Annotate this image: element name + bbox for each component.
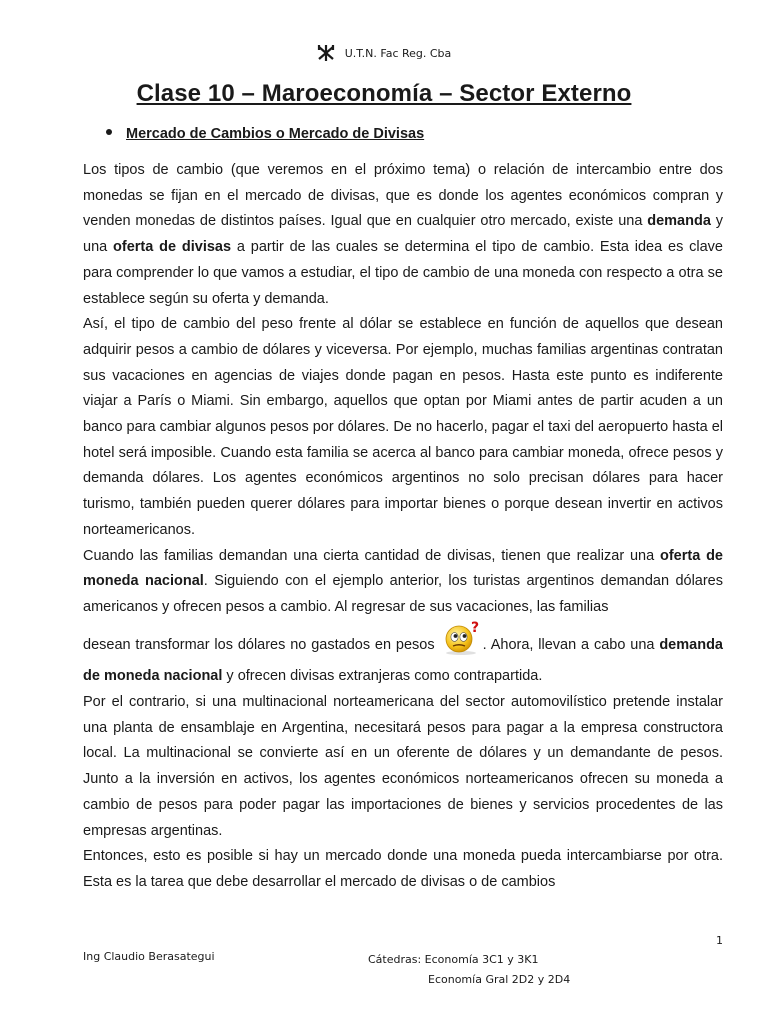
text-run: y una: [83, 213, 723, 256]
text-run: Los tipos de cambio (que veremos en el próximo tema) o relación de intercambio entre dos monedas se fijan en el mercado de divisas, que es donde los agentes económicos compran y venden monedas de distintos países. Igual que en cualquier otro mercado, existe una: [83, 162, 723, 230]
institution-name: U.T.N. Fac Reg. Cba: [344, 46, 452, 60]
paragraph: Por el contrario, si una multinacional norteamericana del sector automovilístico pretende instalar una planta de ensamblaje en Argentina, necesitará pesos para pagar a la empresa constructora local. La multinacional se convierte así en un oferente de dólares y un demandante de pesos. Junto a la inversión en activos, los agentes económicos norteamericanos ofrecen su moneda a cambio de pesos para poder pagar las importaciones de bienes y servicios procedentes de las empresas argentinas.: [83, 694, 723, 839]
paragraph: [83, 544, 723, 621]
text-run: desean transformar los dólares no gastados en pesos: [83, 636, 435, 653]
section-heading: Mercado de Cambios o Mercado de Divisas: [126, 126, 425, 142]
bold-term: demanda: [647, 213, 711, 230]
text-run: y ofrecen divisas extranjeras como contrapartida.: [222, 668, 543, 685]
bullet-icon: [106, 129, 112, 135]
text-run: Cuando las familias demandan una cierta cantidad de divisas, tienen que realizar una: [83, 547, 660, 564]
footer-author: Ing Claudio Berasategui: [83, 950, 215, 963]
paragraph: Así, el tipo de cambio del peso frente al dólar se establece en función de aquellos que desean adquirir pesos a cambio de dólares y viceversa. Por ejemplo, muchas familias argentinas contratan sus vacaciones en agencias de viajes donde pagan en pesos. Hasta este punto es indiferente viajar a París o Miami. Sin embargo, aquellos que optan por Miami antes de partir acuden a un banco para cambiar algunos pesos por dólares. De no hacerlo, pagar el taxi del aeropuerto hasta el hotel será imposible. Cuando esta familia se acerca al banco para cambiar moneda, ofrece pesos y demanda dólares. Los agentes económicos argentinos no solo precisan dólares para hacer turismo, también pueden querer dólares para importar bienes o porque desean invertir en activos norteamericanos.: [83, 316, 724, 538]
confused-face-icon: [437, 621, 483, 665]
paragraph: Entonces, esto es posible si hay un mercado donde una moneda pueda intercambiarse por otra. Esta es la tarea que debe desarrollar el mercado de divisas o de cambios: [83, 848, 723, 890]
text-run: . Ahora, llevan a cabo una: [482, 636, 660, 653]
text-run: . Siguiendo con el ejemplo anterior, los turistas argentinos demandan dólares americanos y ofrecen pesos a cambio. Al regresar de sus vacaciones, las familias: [83, 573, 723, 615]
page-number: 1: [716, 934, 723, 947]
bold-term: oferta de divisas: [113, 239, 232, 256]
footer-courses-line: Economía Gral 2D2 y 2D4: [428, 973, 571, 986]
paragraph: [83, 621, 723, 690]
section-bullet: [106, 126, 424, 142]
body-text: [83, 158, 723, 896]
paragraph: [83, 158, 723, 312]
footer-courses: [368, 950, 570, 990]
bold-term: oferta de moneda nacional: [83, 547, 723, 590]
bold-term: demanda de moneda nacional: [83, 636, 723, 685]
svg-text:?: ?: [470, 620, 479, 636]
footer-courses-line: Cátedras: Economía 3C1 y 3K1: [368, 953, 539, 966]
utn-logo-icon: [317, 44, 335, 62]
page-title: Clase 10 – Maroeconomía – Sector Externo: [136, 80, 632, 107]
text-run: a partir de las cuales se determina el tipo de cambio. Esta idea es clave para comprender lo que vamos a estudiar, el tipo de cambio de una moneda con respecto a otra se establece según su oferta y demanda.: [83, 239, 723, 307]
page-header: [0, 44, 768, 67]
